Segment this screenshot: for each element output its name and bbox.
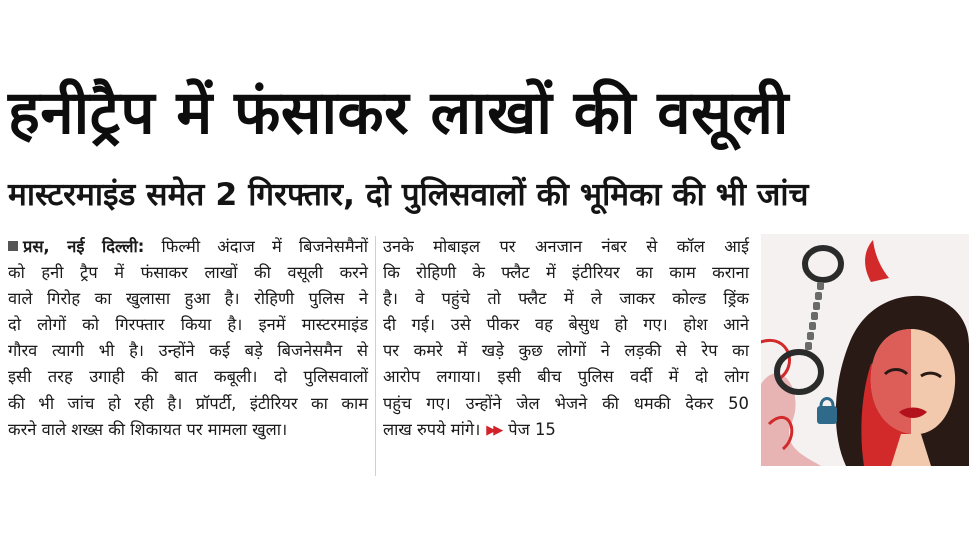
- column-line: उनके मोबाइल पर अनजान नंबर से कॉल आई: [383, 237, 749, 256]
- column-line: वाले गिरोह का खुलासा हुआ है। रोहिणी पुलिस ने: [8, 289, 368, 309]
- column-line: [8, 234, 368, 260]
- column-line-text: लाख रुपये मांगे।: [383, 419, 481, 439]
- column-line: इसी तरह उगाही की बात कबूली। दो पुलिसवालों: [8, 367, 368, 387]
- column-line: [383, 417, 749, 444]
- column-line: है। वे पहुंचे तो फ्लैट में ले जाकर कोल्ड ड्रिंक: [383, 289, 749, 309]
- article-illustration: [761, 234, 969, 466]
- headline: हनीट्रैप में फंसाकर लाखों की वसूली: [8, 78, 789, 148]
- column-line: दो लोगों को गिरफ्तार किया है। इनमें मास्टरमाइंड: [8, 315, 368, 335]
- page-reference: पेज 15: [508, 419, 556, 439]
- column-line-text: फिल्मी अंदाज में बिजनेसमैनों: [161, 237, 368, 256]
- woman-handcuffs-illustration: [761, 234, 969, 466]
- article-column-right: [383, 234, 749, 444]
- column-line: पर कमरे में खड़े कुछ लोगों ने लड़की से रेप का: [383, 341, 749, 361]
- column-line: गौरव त्यागी भी है। उन्होंने कई बड़े बिजनेसमैन से: [8, 341, 368, 361]
- column-line: की भी जांच हो रही है। प्रॉपर्टी, इंटीरियर का काम: [8, 393, 368, 413]
- column-divider: [375, 236, 376, 476]
- column-line: करने वाले शख्स की शिकायत पर मामला खुला।: [8, 419, 288, 439]
- column-line: आरोप लगाया। इसी बीच पुलिस वर्दी में दो लोग: [383, 367, 749, 387]
- article-column-left: [8, 234, 368, 443]
- dateline: प्रस, नई दिल्ली:: [23, 237, 145, 256]
- column-line: पहुंच गए। उन्होंने जेल भेजने की धमकी देकर 50: [383, 393, 749, 413]
- column-line: कि रोहिणी के फ्लैट में इंटीरियर का काम कराना: [383, 263, 749, 283]
- double-arrow-icon: ▶▶: [486, 422, 501, 438]
- column-line: को हनी ट्रैप में फंसाकर लाखों की वसूली करने: [8, 263, 368, 283]
- subheadline: मास्टरमाइंड समेत 2 गिरफ्तार, दो पुलिसवालों की भूमिका की भी जांच: [8, 177, 809, 213]
- column-line: दी गई। उसे पीकर वह बेसुध हो गए। होश आने: [383, 315, 749, 335]
- square-bullet-icon: [8, 241, 18, 251]
